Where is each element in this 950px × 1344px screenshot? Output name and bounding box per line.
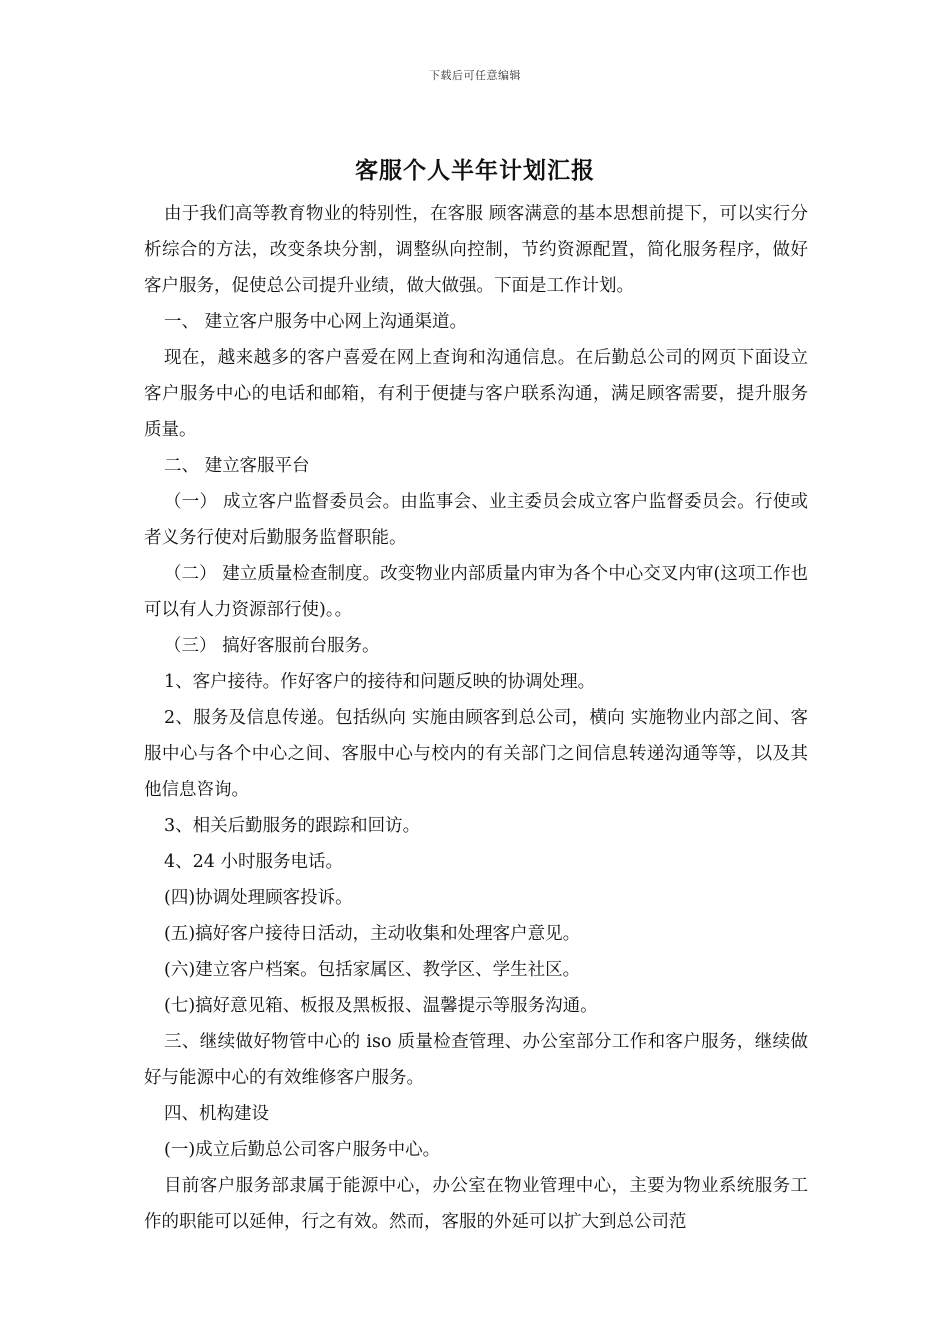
paragraph-section-3: 三、继续做好物管中心的 iso 质量检查管理、办公室部分工作和客户服务，继续做好与能源中心的有效维修客户服务。 [144,1032,808,1088]
document-body [144,196,808,1240]
heading-section-2: 二、 建立客服平台 [164,456,310,476]
list-item-3: 3、相关后勤服务的跟踪和回访。 [164,816,421,836]
paragraph-item-5: (五)搞好客户接待日活动，主动收集和处理客户意见。 [164,924,581,944]
document-title: 客服个人半年计划汇报 [355,158,595,184]
paragraph-item-2: （二） 建立质量检查制度。改变物业内部质量内审为各个中心交叉内审(这项工作也可以有人力资源部行使)。。 [144,564,808,620]
page-header-note: 下载后可任意编辑 [429,69,521,82]
paragraph-item-7: (七)搞好意见箱、板报及黑板报、温馨提示等服务沟通。 [164,996,598,1016]
paragraph-item-6: (六)建立客户档案。包括家属区、教学区、学生社区。 [164,960,581,980]
heading-section-4: 四、机构建设 [164,1104,269,1124]
paragraph-item-4: (四)协调处理顾客投诉。 [164,888,353,908]
paragraph-intro: 由于我们高等教育物业的特别性，在客服 顾客满意的基本思想前提下，可以实行分析综合的方法，改变条块分割，调整纵向控制，节约资源配置，简化服务程序，做好客户服务，促使总公司提升业绩，做大做强。下面是工作计划。 [144,204,808,296]
heading-section-1: 一、 建立客户服务中心网上沟通渠道。 [164,312,468,332]
list-item-4: 4、24 小时服务电话。 [164,852,343,872]
paragraph-section-1: 现在，越来越多的客户喜爱在网上查询和沟通信息。在后勤总公司的网页下面设立客户服务中心的电话和邮箱，有利于便捷与客户联系沟通，满足顾客需要，提升服务质量。 [144,348,808,440]
paragraph-item-3: （三） 搞好客服前台服务。 [164,636,380,656]
paragraph-section-4-body: 目前客户服务部隶属于能源中心，办公室在物业管理中心，主要为物业系统服务工作的职能可以延伸，行之有效。然而，客服的外延可以扩大到总公司范 [144,1176,808,1232]
list-item-1: 1、客户接待。作好客户的接待和问题反映的协调处理。 [164,672,596,692]
paragraph-item-1: （一） 成立客户监督委员会。由监事会、业主委员会成立客户监督委员会。行使或者义务行使对后勤服务监督职能。 [144,492,808,548]
list-item-2: 2、服务及信息传递。包括纵向 实施由顾客到总公司，横向 实施物业内部之间、客服中心与各个中心之间、客服中心与校内的有关部门之间信息转递沟通等等，以及其他信息咨询。 [144,708,808,800]
paragraph-section-4-item-1: (一)成立后勤总公司客户服务中心。 [164,1140,441,1160]
